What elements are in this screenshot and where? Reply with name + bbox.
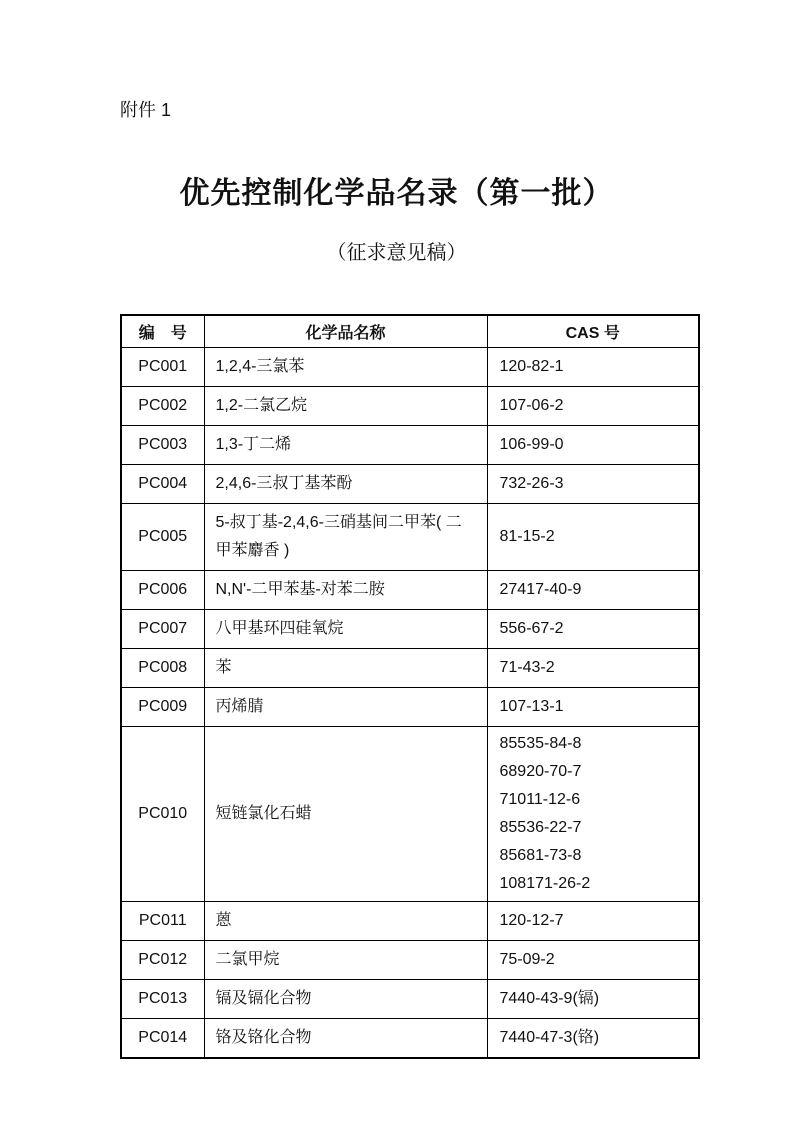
cell-chemical-name: 1,2-二氯乙烷 (204, 387, 487, 426)
page-title: 优先控制化学品名录（第一批） (179, 176, 614, 210)
cell-cas (487, 1019, 699, 1059)
cell-id: PC003 (121, 426, 204, 465)
cell-id: PC011 (121, 902, 204, 941)
cas-number: 120-12-7 (499, 912, 564, 930)
cell-cas (487, 610, 699, 649)
table-row (121, 504, 699, 571)
cell-cas (487, 465, 699, 504)
cell-chemical-name: 二氯甲烷 (204, 941, 487, 980)
cell-id: PC002 (121, 387, 204, 426)
cas-number: 27417-40-9 (499, 581, 582, 599)
cell-id: PC007 (121, 610, 204, 649)
cell-chemical-name: 2,4,6-三叔丁基苯酚 (204, 465, 487, 504)
cell-id: PC001 (121, 348, 204, 387)
cell-cas (487, 387, 699, 426)
cell-cas (487, 348, 699, 387)
table-row (121, 649, 699, 688)
cell-chemical-name: 短链氯化石蜡 (204, 727, 487, 902)
table-row (121, 571, 699, 610)
cell-id: PC013 (121, 980, 204, 1019)
table-row (121, 688, 699, 727)
cas-number: 107-06-2 (499, 397, 564, 415)
cell-chemical-name: 铬及铬化合物 (204, 1019, 487, 1059)
cell-cas (487, 727, 699, 902)
chemicals-table (120, 314, 700, 1060)
cas-number: 120-82-1 (499, 358, 564, 376)
table-header-row (121, 315, 699, 348)
cell-id: PC005 (121, 504, 204, 571)
column-header-chemical-name: 化学品名称 (204, 315, 487, 348)
cell-id: PC004 (121, 465, 204, 504)
cell-chemical-name: 5-叔丁基-2,4,6-三硝基间二甲苯( 二甲苯麝香 ) (204, 504, 487, 571)
cell-id: PC012 (121, 941, 204, 980)
cas-number: 7440-47-3(铬) (499, 1029, 600, 1047)
cell-id: PC010 (121, 727, 204, 902)
cell-cas (487, 688, 699, 727)
table-row (121, 465, 699, 504)
cell-cas (487, 504, 699, 571)
table-row (121, 727, 699, 902)
column-header-cas: CAS 号 (487, 315, 699, 348)
cell-chemical-name: N,N'-二甲苯基-对苯二胺 (204, 571, 487, 610)
cas-number: 71011-12-6 (499, 791, 581, 809)
cell-id: PC014 (121, 1019, 204, 1059)
cas-number: 75-09-2 (499, 951, 555, 969)
cell-chemical-name: 丙烯腈 (204, 688, 487, 727)
table-row (121, 902, 699, 941)
cell-cas (487, 426, 699, 465)
cas-number: 107-13-1 (499, 698, 564, 716)
table-row (121, 610, 699, 649)
cas-number: 7440-43-9(镉) (499, 990, 600, 1008)
table-row (121, 387, 699, 426)
cell-chemical-name: 1,3-丁二烯 (204, 426, 487, 465)
table-row (121, 980, 699, 1019)
cell-id: PC006 (121, 571, 204, 610)
cell-chemical-name: 1,2,4-三氯苯 (204, 348, 487, 387)
attachment-label: 附件 1 (120, 100, 172, 120)
cas-number: 81-15-2 (499, 528, 555, 546)
table-body (121, 348, 699, 1059)
cell-id: PC009 (121, 688, 204, 727)
cell-cas (487, 980, 699, 1019)
cell-cas (487, 902, 699, 941)
table-row (121, 426, 699, 465)
cell-chemical-name: 八甲基环四硅氧烷 (204, 610, 487, 649)
cas-number: 71-43-2 (499, 659, 555, 677)
column-header-id: 编 号 (121, 315, 204, 348)
cas-number: 85681-73-8 (499, 847, 582, 865)
cell-cas (487, 941, 699, 980)
table-row (121, 348, 699, 387)
cas-number: 85535-84-8 (499, 735, 582, 753)
cas-number: 68920-70-7 (499, 763, 582, 781)
table-row (121, 1019, 699, 1059)
cas-number: 106-99-0 (499, 436, 564, 454)
cell-cas (487, 649, 699, 688)
cas-number: 85536-22-7 (499, 819, 582, 837)
cell-chemical-name: 镉及镉化合物 (204, 980, 487, 1019)
cas-number: 556-67-2 (499, 620, 564, 638)
cell-chemical-name: 苯 (204, 649, 487, 688)
cell-cas (487, 571, 699, 610)
cas-number: 732-26-3 (499, 475, 564, 493)
cell-chemical-name: 蒽 (204, 902, 487, 941)
cell-id: PC008 (121, 649, 204, 688)
cas-number: 108171-26-2 (499, 875, 591, 893)
page-subtitle: （征求意见稿） (326, 241, 467, 264)
table-row (121, 941, 699, 980)
